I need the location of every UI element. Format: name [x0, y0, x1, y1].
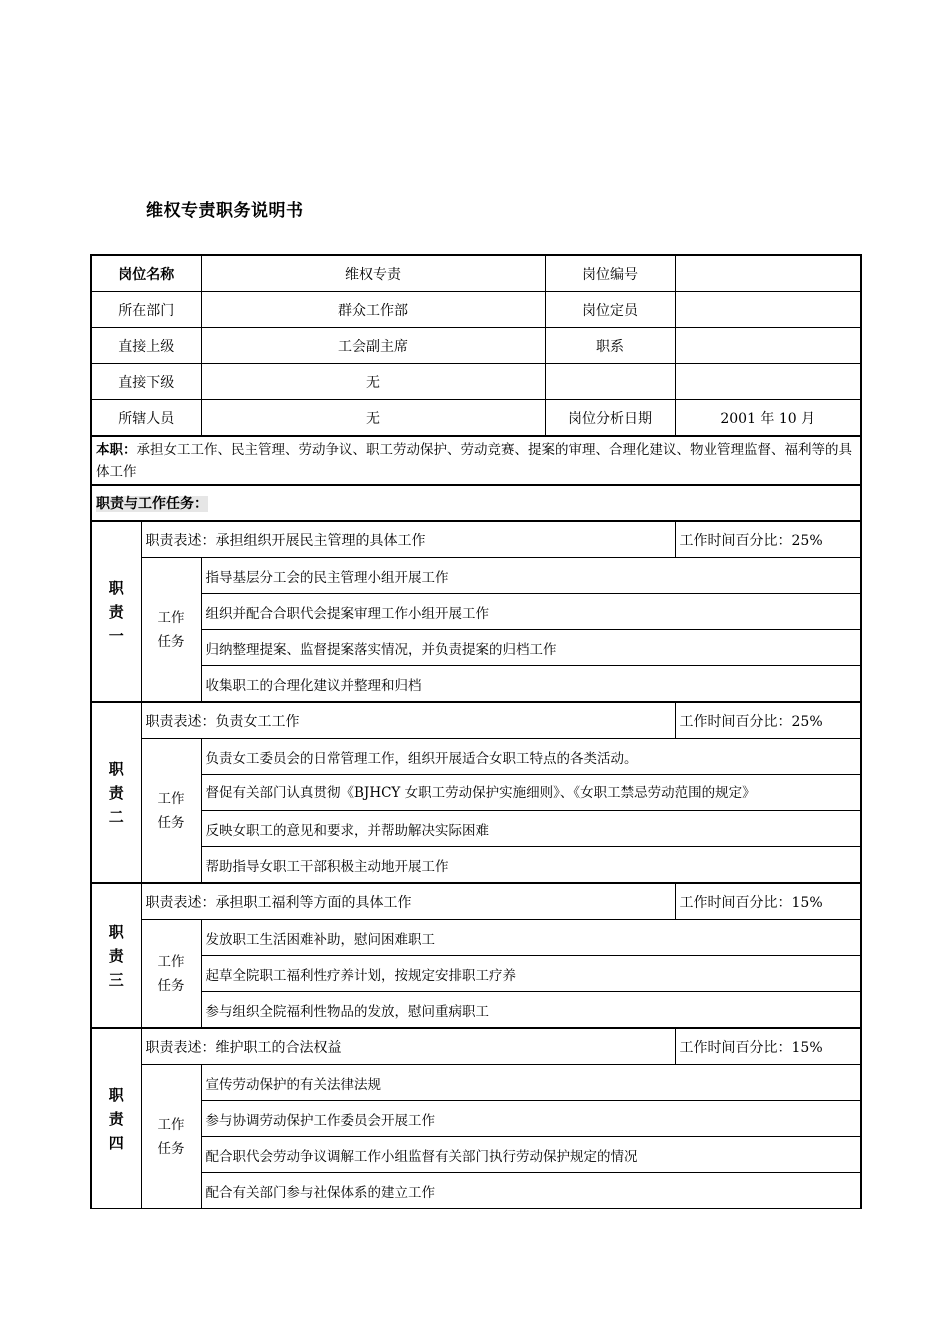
task-item: 参与协调劳动保护工作委员会开展工作 [201, 1101, 861, 1137]
task-row [91, 920, 861, 956]
duty-label [91, 1028, 141, 1209]
task-label-bottom: 任务 [157, 814, 185, 831]
header-value-2 [675, 255, 861, 292]
task-item: 帮助指导女职工干部积极主动地开展工作 [201, 847, 861, 884]
header-value: 维权专责 [201, 255, 545, 292]
task-label [141, 920, 201, 1029]
task-item: 参与组织全院福利性物品的发放，慰问重病职工 [201, 992, 861, 1029]
duty-percent: 工作时间百分比：15% [675, 883, 861, 920]
header-value: 工会副主席 [201, 328, 545, 364]
duty-label-char: 职 [108, 578, 124, 597]
duty-label-char: 责 [108, 1109, 124, 1128]
task-label [141, 558, 201, 703]
header-label-2 [545, 364, 675, 400]
task-label-top: 工作 [157, 609, 185, 626]
duty-percent: 工作时间百分比：25% [675, 521, 861, 558]
header-label: 直接下级 [91, 364, 201, 400]
duty-label-char: 职 [108, 1085, 124, 1104]
duty-statement-row [91, 883, 861, 920]
task-item: 收集职工的合理化建议并整理和归档 [201, 666, 861, 703]
duty-label-char: 四 [108, 1133, 124, 1152]
task-item: 督促有关部门认真贯彻《BJHCY 女职工劳动保护实施细则》、《女职工禁忌劳动范围的规定》 [201, 775, 861, 811]
header-label-2: 职系 [545, 328, 675, 364]
task-row [91, 739, 861, 775]
job-description-table [90, 254, 862, 1209]
header-label: 所辖人员 [91, 400, 201, 437]
task-item: 宣传劳动保护的有关法律法规 [201, 1065, 861, 1101]
task-row [91, 1101, 861, 1137]
summary-text: 承担女工工作、民主管理、劳动争议、职工劳动保护、劳动竞赛、提案的审理、合理化建议、物业管理监督、福利等的具体工作 [96, 441, 852, 480]
task-row [91, 811, 861, 847]
duty-label-char: 职 [108, 759, 124, 778]
task-label-top: 工作 [157, 1116, 185, 1133]
task-label-bottom: 任务 [157, 633, 185, 650]
task-row [91, 558, 861, 594]
task-row [91, 847, 861, 884]
duty-statement: 职责表述：承担组织开展民主管理的具体工作 [141, 521, 675, 558]
duty-label-char: 一 [108, 626, 124, 645]
duty-label-char: 责 [108, 783, 124, 802]
task-row [91, 775, 861, 811]
task-label-top: 工作 [157, 790, 185, 807]
section-row [91, 485, 861, 521]
header-row [91, 328, 861, 364]
duty-label-char: 责 [108, 602, 124, 621]
duty-label-char: 二 [108, 807, 124, 826]
summary-label: 本职： [96, 441, 137, 458]
task-item: 负责女工委员会的日常管理工作，组织开展适合女职工特点的各类活动。 [201, 739, 861, 775]
header-value: 群众工作部 [201, 292, 545, 328]
header-row [91, 292, 861, 328]
duty-label [91, 702, 141, 883]
document-title: 维权专责职务说明书 [146, 201, 304, 221]
header-label: 岗位名称 [91, 255, 201, 292]
task-item: 归纳整理提案、监督提案落实情况，并负责提案的归档工作 [201, 630, 861, 666]
summary-cell [91, 436, 861, 485]
duty-label-char: 三 [108, 970, 124, 989]
duty-statement-row [91, 521, 861, 558]
header-value: 无 [201, 400, 545, 437]
task-row [91, 992, 861, 1029]
summary-row [91, 436, 861, 485]
task-label-bottom: 任务 [157, 1140, 185, 1157]
duty-percent: 工作时间百分比：25% [675, 702, 861, 739]
section-label-text: 职责与工作任务： [96, 496, 208, 512]
task-label [141, 739, 201, 884]
duty-statement: 职责表述：承担职工福利等方面的具体工作 [141, 883, 675, 920]
task-row [91, 1173, 861, 1209]
duty-percent: 工作时间百分比：15% [675, 1028, 861, 1065]
task-row [91, 630, 861, 666]
header-label-2: 岗位编号 [545, 255, 675, 292]
header-value-2: 2001 年 10 月 [675, 400, 861, 437]
task-row [91, 1137, 861, 1173]
header-value-2 [675, 364, 861, 400]
task-item: 起草全院职工福利性疗养计划，按规定安排职工疗养 [201, 956, 861, 992]
header-value-2 [675, 328, 861, 364]
task-row [91, 594, 861, 630]
task-item: 指导基层分工会的民主管理小组开展工作 [201, 558, 861, 594]
task-row [91, 956, 861, 992]
header-label: 直接上级 [91, 328, 201, 364]
duty-label-char: 职 [108, 922, 124, 941]
task-row [91, 666, 861, 703]
header-row [91, 364, 861, 400]
header-label-2: 岗位定员 [545, 292, 675, 328]
duty-label-char: 责 [108, 946, 124, 965]
section-label [91, 485, 861, 521]
header-value: 无 [201, 364, 545, 400]
task-label [141, 1065, 201, 1209]
task-label-top: 工作 [157, 953, 185, 970]
duty-statement-row [91, 702, 861, 739]
header-row [91, 255, 861, 292]
header-row [91, 400, 861, 437]
task-item: 配合有关部门参与社保体系的建立工作 [201, 1173, 861, 1209]
duty-label [91, 521, 141, 702]
task-label-bottom: 任务 [157, 977, 185, 994]
duty-label [91, 883, 141, 1028]
task-item: 配合职代会劳动争议调解工作小组监督有关部门执行劳动保护规定的情况 [201, 1137, 861, 1173]
duty-statement-row [91, 1028, 861, 1065]
task-row [91, 1065, 861, 1101]
task-item: 发放职工生活困难补助，慰问困难职工 [201, 920, 861, 956]
duty-statement: 职责表述：负责女工工作 [141, 702, 675, 739]
task-item: 反映女职工的意见和要求，并帮助解决实际困难 [201, 811, 861, 847]
header-label-2: 岗位分析日期 [545, 400, 675, 437]
task-item: 组织并配合合职代会提案审理工作小组开展工作 [201, 594, 861, 630]
header-value-2 [675, 292, 861, 328]
header-label: 所在部门 [91, 292, 201, 328]
duty-statement: 职责表述：维护职工的合法权益 [141, 1028, 675, 1065]
